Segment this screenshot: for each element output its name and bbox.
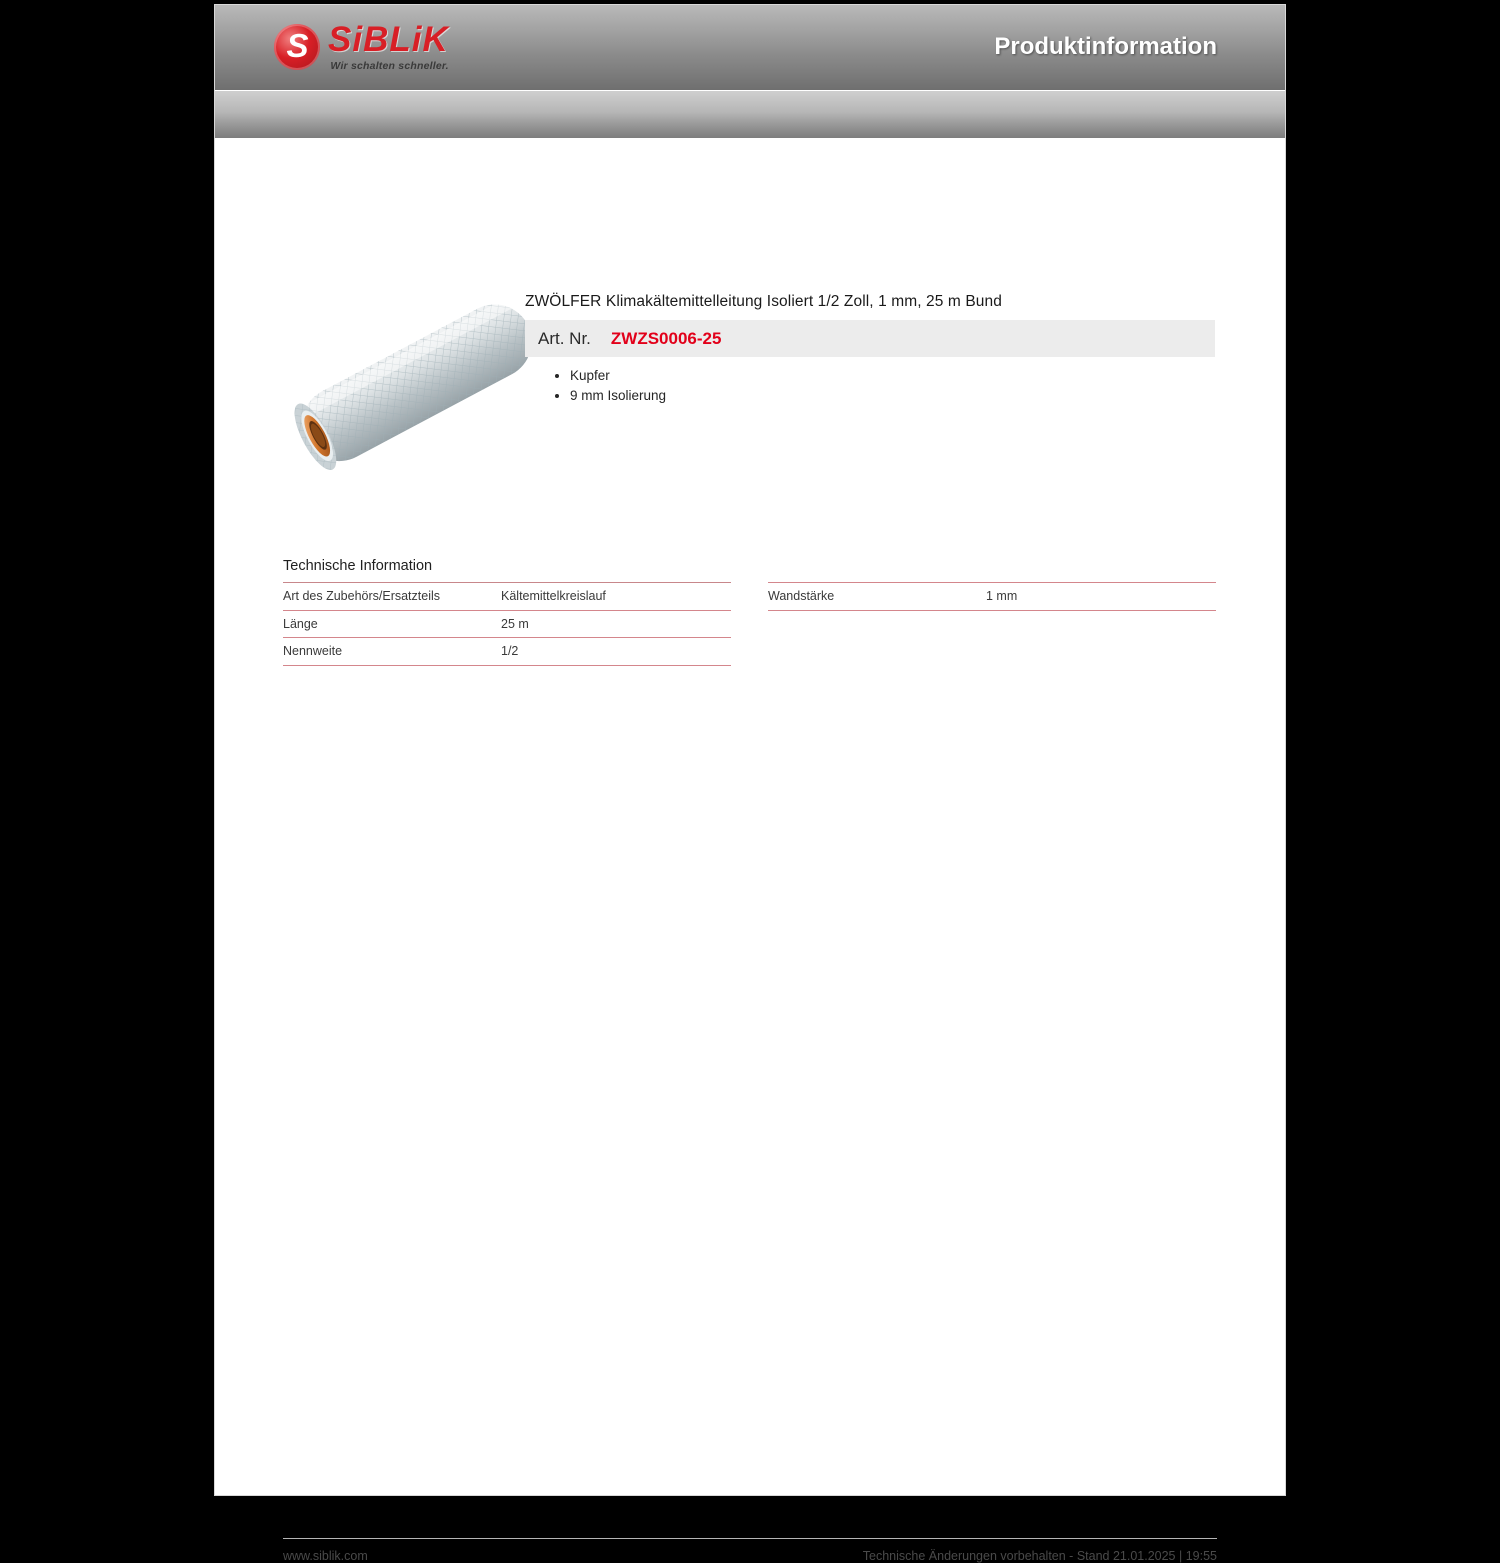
table-cell-key: Nennweite [283,644,343,659]
table-cell-key: Wandstärke [768,589,835,604]
brand-tagline: Wir schalten schneller. [330,60,449,72]
table-cell-key: Länge [283,616,318,631]
article-number-label: Art. Nr. [538,328,591,348]
table-cell-value: 1/2 [501,644,519,659]
document-page [215,5,1285,1563]
technical-information-heading: Technische Information [283,558,433,574]
table-row [283,611,731,639]
technical-table-right [768,583,1216,611]
page-title: Produktinformation [994,33,1217,60]
brand-name: SiBLiK [328,20,449,59]
company-logo [274,22,449,72]
article-number-value: ZWZS0006-25 [610,328,722,348]
footer-note: Technische Änderungen vorbehalten - Stand 21.01.2025 | 19:55 [862,1549,1217,1563]
siblik-logo-icon [274,24,320,70]
table-row [768,582,1216,611]
list-item: • 9 mm Isolierung [570,386,666,406]
page-header [215,5,1285,91]
technical-table-left [283,583,731,666]
article-number-bar [525,320,1215,357]
table-cell-value: 25 m [501,616,529,631]
product-feature-list [545,366,666,406]
table-cell-key: Art des Zubehörs/Ersatzteils [283,589,441,604]
table-row [283,583,731,611]
footer-divider [283,1538,1217,1539]
table-cell-value: 1 mm [986,589,1018,604]
logo-text-block [328,22,449,72]
header-band [215,91,1285,138]
table-row [283,638,731,666]
table-cell-value: Kältemittelkreislauf [501,589,606,604]
footer-website[interactable]: www.siblik.com [283,1549,368,1563]
product-title: ZWÖLFER Klimakältemittelleitung Isoliert 1/2 Zoll, 1 mm, 25 m Bund [525,293,1002,310]
list-item: • Kupfer [570,366,666,386]
